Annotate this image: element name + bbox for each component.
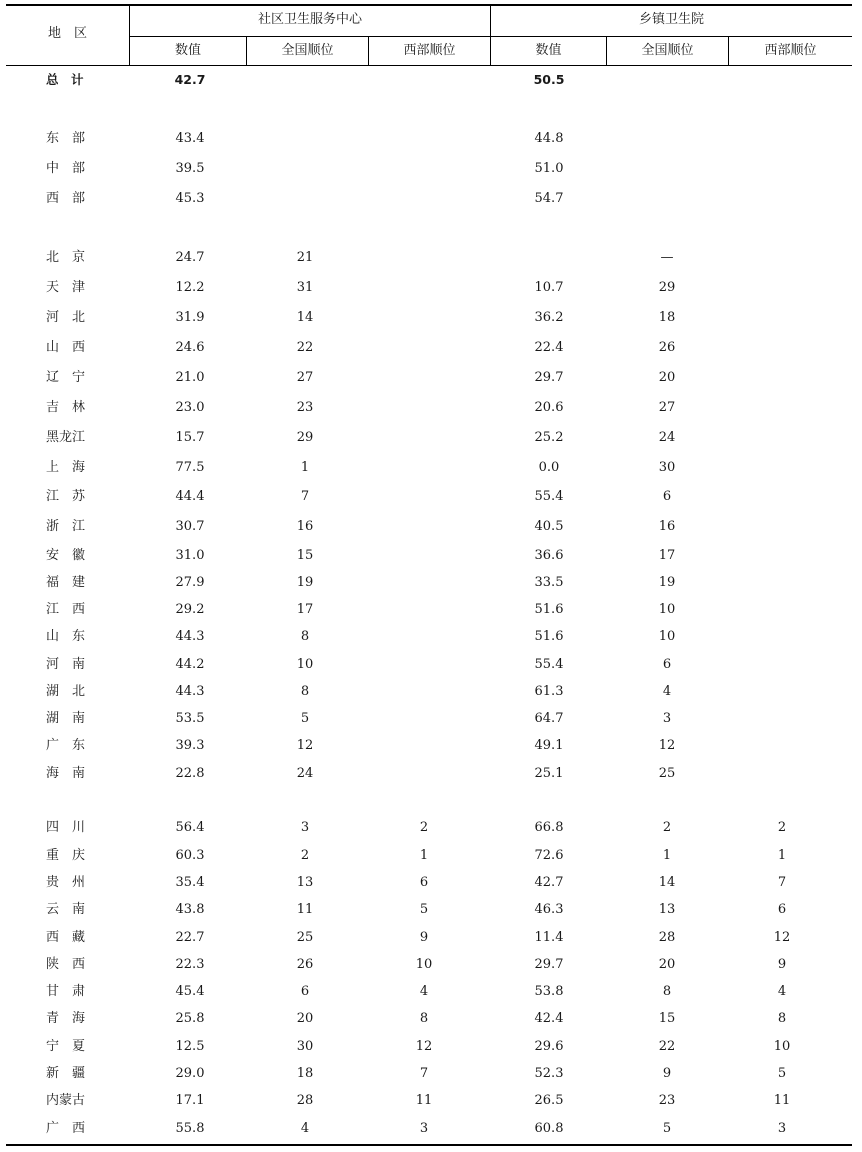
cell-region: 中 部 (46, 161, 86, 176)
cell-value: 49.1 (534, 738, 564, 753)
cell-western-rank: 9 (777, 957, 787, 972)
cell-value: 29.7 (534, 370, 564, 385)
cell-national-rank: 31 (296, 280, 314, 295)
cell-national-rank: 14 (296, 310, 314, 325)
cell-value: 50.5 (533, 72, 565, 87)
cell-western-rank (752, 709, 812, 729)
cell-region: 西 藏 (46, 930, 86, 945)
cell-western-rank (394, 428, 454, 448)
cell-national-rank: 8 (300, 684, 310, 699)
cell-western-rank (752, 682, 812, 702)
cell-national-rank: 10 (296, 657, 314, 672)
cell-national-rank: 12 (296, 738, 314, 753)
cell-western-rank (394, 709, 454, 729)
cell-value: 39.5 (175, 161, 205, 176)
cell-region: 山 西 (46, 340, 86, 355)
cell-national-rank: 8 (662, 984, 672, 999)
cell-value: 31.9 (175, 310, 205, 325)
cell-western-rank (752, 368, 812, 388)
cell-national-rank: 20 (296, 1011, 314, 1026)
header-region: 地 区 (47, 26, 87, 41)
cell-national-rank: 17 (658, 548, 676, 563)
cell-value: 23.0 (175, 400, 205, 415)
cell-national-rank (275, 189, 335, 209)
cell-western-rank (394, 159, 454, 179)
cell-western-rank: 2 (419, 820, 429, 835)
cell-national-rank: 5 (300, 711, 310, 726)
header-group-township: 乡镇卫生院 (638, 12, 704, 27)
cell-value: 45.3 (175, 191, 205, 206)
cell-western-rank: 4 (777, 984, 787, 999)
cell-national-rank: 3 (300, 820, 310, 835)
cell-value: 25.2 (534, 430, 564, 445)
cell-value: 29.6 (534, 1039, 564, 1054)
cell-national-rank: 26 (296, 957, 314, 972)
cell-national-rank: 15 (296, 548, 314, 563)
cell-western-rank (394, 458, 454, 478)
cell-national-rank: 19 (658, 575, 676, 590)
cell-value: 42.4 (534, 1011, 564, 1026)
cell-value: 29.7 (534, 957, 564, 972)
cell-value: 40.5 (534, 519, 564, 534)
cell-value: 77.5 (175, 460, 205, 475)
cell-region: 吉 林 (46, 400, 86, 415)
cell-western-rank: 10 (773, 1039, 791, 1054)
cell-western-rank (394, 487, 454, 507)
cell-western-rank (752, 573, 812, 593)
cell-value: 24.6 (175, 340, 205, 355)
cell-national-rank: 25 (296, 930, 314, 945)
cell-western-rank (394, 736, 454, 756)
cell-western-rank (752, 764, 812, 784)
cell-region: 新 疆 (46, 1066, 86, 1081)
cell-national-rank: 5 (662, 1121, 672, 1136)
cell-national-rank: 4 (300, 1121, 310, 1136)
cell-western-rank (394, 398, 454, 418)
cell-western-rank (752, 278, 812, 298)
cell-national-rank: 4 (662, 684, 672, 699)
cell-value: 55.4 (534, 489, 564, 504)
cell-national-rank: 6 (662, 657, 672, 672)
cell-national-rank: 10 (658, 629, 676, 644)
bottom-rule (6, 1144, 852, 1146)
cell-value: 53.5 (175, 711, 205, 726)
cell-national-rank: 16 (658, 519, 676, 534)
cell-value: 44.2 (175, 657, 205, 672)
cell-value: 22.7 (175, 930, 205, 945)
header-western-rank: 西部顺位 (764, 43, 817, 58)
cell-value: 35.4 (175, 875, 205, 890)
cell-western-rank (394, 129, 454, 149)
cell-western-rank (394, 338, 454, 358)
cell-value: 43.4 (175, 131, 205, 146)
cell-western-rank (394, 368, 454, 388)
cell-national-rank: 6 (662, 489, 672, 504)
cell-value: 44.8 (534, 131, 564, 146)
top-rule (6, 4, 852, 6)
cell-national-rank: 17 (296, 602, 314, 617)
cell-national-rank: 24 (658, 430, 676, 445)
cell-region: 青 海 (46, 1011, 86, 1026)
cell-value: 39.3 (175, 738, 205, 753)
cell-western-rank (752, 655, 812, 675)
cell-western-rank (752, 129, 812, 149)
cell-western-rank: 6 (777, 902, 787, 917)
cell-value: 17.1 (175, 1093, 205, 1108)
cell-national-rank: 28 (296, 1093, 314, 1108)
cell-value: 26.5 (534, 1093, 564, 1108)
cell-region: 湖 北 (46, 684, 86, 699)
cell-western-rank: 5 (419, 902, 429, 917)
header-group-community: 社区卫生服务中心 (257, 12, 362, 27)
cell-national-rank: 12 (658, 738, 676, 753)
cell-region: 东 部 (46, 131, 86, 146)
cell-value: 66.8 (534, 820, 564, 835)
cell-region: 上 海 (46, 460, 86, 475)
cell-region: 河 北 (46, 310, 86, 325)
cell-national-rank: 16 (296, 519, 314, 534)
header-value: 数值 (535, 43, 562, 58)
cell-value: 27.9 (175, 575, 205, 590)
cell-value: 31.0 (175, 548, 205, 563)
cell-value: 21.0 (175, 370, 205, 385)
cell-value: 36.6 (534, 548, 564, 563)
cell-western-rank (752, 546, 812, 566)
cell-national-rank: 6 (300, 984, 310, 999)
cell-western-rank: 7 (419, 1066, 429, 1081)
cell-value: 64.7 (534, 711, 564, 726)
cell-national-rank: 3 (662, 711, 672, 726)
cell-western-rank: 10 (415, 957, 433, 972)
cell-national-rank: 15 (658, 1011, 676, 1026)
cell-region: 重 庆 (46, 848, 86, 863)
cell-value: 29.0 (175, 1066, 205, 1081)
cell-western-rank (752, 487, 812, 507)
cell-western-rank: 11 (415, 1093, 433, 1108)
cell-national-rank: 28 (658, 930, 676, 945)
cell-western-rank (752, 189, 812, 209)
cell-national-rank (637, 189, 697, 209)
cell-value: 33.5 (534, 575, 564, 590)
cell-value: 56.4 (175, 820, 205, 835)
cell-western-rank (394, 682, 454, 702)
cell-western-rank (752, 248, 812, 268)
cell-national-rank: 29 (658, 280, 676, 295)
cell-western-rank (394, 308, 454, 328)
cell-value: 43.8 (175, 902, 205, 917)
cell-national-rank: 20 (658, 957, 676, 972)
cell-region: 浙 江 (46, 519, 86, 534)
cell-western-rank (752, 736, 812, 756)
cell-national-rank (637, 129, 697, 149)
cell-western-rank (394, 573, 454, 593)
cell-value: 46.3 (534, 902, 564, 917)
cell-national-rank: 23 (296, 400, 314, 415)
cell-western-rank: 1 (419, 848, 429, 863)
cell-national-rank: 22 (296, 340, 314, 355)
cell-western-rank: 1 (777, 848, 787, 863)
cell-national-rank: 30 (658, 460, 676, 475)
cell-western-rank (394, 600, 454, 620)
cell-western-rank (394, 627, 454, 647)
cell-western-rank: 9 (419, 930, 429, 945)
header-value: 数值 (174, 43, 201, 58)
cell-value: 15.7 (175, 430, 205, 445)
cell-value: 45.4 (175, 984, 205, 999)
cell-value: 29.2 (175, 602, 205, 617)
cell-western-rank: 8 (777, 1011, 787, 1026)
header-western-rank: 西部顺位 (403, 43, 456, 58)
cell-value: 0.0 (538, 460, 560, 475)
cell-western-rank: 6 (419, 875, 429, 890)
cell-western-rank: 7 (777, 875, 787, 890)
cell-value: 25.8 (175, 1011, 205, 1026)
cell-value: 61.3 (534, 684, 564, 699)
cell-region: 江 苏 (46, 489, 86, 504)
cell-national-rank: 1 (662, 848, 672, 863)
cell-western-rank (394, 655, 454, 675)
cell-western-rank (394, 189, 454, 209)
cell-region: 宁 夏 (46, 1039, 86, 1054)
cell-national-rank: 20 (658, 370, 676, 385)
cell-value: 22.4 (534, 340, 564, 355)
cell-national-rank: — (660, 250, 674, 265)
cell-value: 51.0 (534, 161, 564, 176)
cell-value: 51.6 (534, 602, 564, 617)
cell-value: 42.7 (534, 875, 564, 890)
cell-region: 福 建 (46, 575, 86, 590)
cell-western-rank (752, 70, 812, 90)
cell-national-rank: 30 (296, 1039, 314, 1054)
cell-western-rank (752, 627, 812, 647)
cell-value (519, 248, 579, 268)
cell-national-rank: 29 (296, 430, 314, 445)
cell-national-rank: 13 (296, 875, 314, 890)
cell-region: 江 西 (46, 602, 86, 617)
cell-national-rank: 21 (296, 250, 314, 265)
cell-value: 55.4 (534, 657, 564, 672)
cell-value: 30.7 (175, 519, 205, 534)
cell-region: 北 京 (46, 250, 86, 265)
cell-national-rank (275, 70, 335, 90)
cell-national-rank: 10 (658, 602, 676, 617)
cell-region: 海 南 (46, 766, 86, 781)
cell-national-rank: 2 (662, 820, 672, 835)
cell-value: 52.3 (534, 1066, 564, 1081)
cell-national-rank: 25 (658, 766, 676, 781)
cell-national-rank: 13 (658, 902, 676, 917)
cell-value: 10.7 (534, 280, 564, 295)
cell-value: 51.6 (534, 629, 564, 644)
cell-value: 55.8 (175, 1121, 205, 1136)
cell-western-rank (752, 600, 812, 620)
cell-western-rank (394, 70, 454, 90)
cell-western-rank: 12 (415, 1039, 433, 1054)
cell-western-rank (394, 764, 454, 784)
cell-value: 11.4 (534, 930, 564, 945)
cell-western-rank: 3 (419, 1121, 429, 1136)
cell-value: 54.7 (534, 191, 564, 206)
cell-western-rank (394, 278, 454, 298)
cell-value: 22.3 (175, 957, 205, 972)
cell-national-rank: 7 (300, 489, 310, 504)
cell-region: 广 西 (46, 1121, 86, 1136)
cell-national-rank: 18 (658, 310, 676, 325)
cell-western-rank (394, 517, 454, 537)
cell-region: 陕 西 (46, 957, 86, 972)
cell-value: 53.8 (534, 984, 564, 999)
cell-national-rank (637, 159, 697, 179)
cell-region: 河 南 (46, 657, 86, 672)
cell-region: 甘 肃 (46, 984, 86, 999)
cell-region: 广 东 (46, 738, 86, 753)
cell-value: 60.8 (534, 1121, 564, 1136)
cell-value: 20.6 (534, 400, 564, 415)
cell-region: 总 计 (46, 72, 84, 87)
cell-western-rank (752, 517, 812, 537)
cell-value: 12.2 (175, 280, 205, 295)
cell-value: 36.2 (534, 310, 564, 325)
header-national-rank: 全国顺位 (641, 43, 694, 58)
cell-western-rank (752, 458, 812, 478)
cell-western-rank: 4 (419, 984, 429, 999)
cell-national-rank: 9 (662, 1066, 672, 1081)
cell-region: 西 部 (46, 191, 86, 206)
cell-region: 山 东 (46, 629, 86, 644)
cell-value: 22.8 (175, 766, 205, 781)
cell-national-rank: 8 (300, 629, 310, 644)
cell-national-rank: 23 (658, 1093, 676, 1108)
cell-national-rank: 26 (658, 340, 676, 355)
cell-national-rank (275, 129, 335, 149)
cell-value: 42.7 (174, 72, 206, 87)
cell-value: 44.4 (175, 489, 205, 504)
cell-value: 12.5 (175, 1039, 205, 1054)
cell-western-rank: 12 (773, 930, 791, 945)
cell-value: 72.6 (534, 848, 564, 863)
cell-national-rank: 2 (300, 848, 310, 863)
cell-national-rank: 24 (296, 766, 314, 781)
cell-western-rank (752, 308, 812, 328)
cell-national-rank: 19 (296, 575, 314, 590)
cell-western-rank: 11 (773, 1093, 791, 1108)
cell-value: 44.3 (175, 629, 205, 644)
cell-national-rank (275, 159, 335, 179)
cell-western-rank: 3 (777, 1121, 787, 1136)
cell-western-rank (394, 248, 454, 268)
cell-national-rank: 27 (296, 370, 314, 385)
cell-national-rank: 11 (296, 902, 314, 917)
cell-national-rank: 22 (658, 1039, 676, 1054)
cell-region: 贵 州 (46, 875, 86, 890)
cell-region: 云 南 (46, 902, 86, 917)
cell-national-rank: 27 (658, 400, 676, 415)
cell-western-rank (394, 546, 454, 566)
cell-value: 44.3 (175, 684, 205, 699)
cell-western-rank (752, 428, 812, 448)
cell-region: 辽 宁 (46, 370, 86, 385)
cell-value: 60.3 (175, 848, 205, 863)
cell-region: 安 徽 (46, 548, 86, 563)
cell-western-rank: 5 (777, 1066, 787, 1081)
cell-national-rank (637, 70, 697, 90)
cell-western-rank (752, 398, 812, 418)
cell-region: 湖 南 (46, 711, 86, 726)
header-bottom-rule (6, 65, 852, 66)
cell-value: 24.7 (175, 250, 205, 265)
cell-western-rank (752, 338, 812, 358)
cell-national-rank: 18 (296, 1066, 314, 1081)
cell-value: 25.1 (534, 766, 564, 781)
cell-national-rank: 1 (300, 460, 310, 475)
cell-western-rank: 8 (419, 1011, 429, 1026)
cell-western-rank (752, 159, 812, 179)
cell-western-rank: 2 (777, 820, 787, 835)
cell-region: 四 川 (46, 820, 86, 835)
cell-region: 天 津 (46, 280, 86, 295)
cell-region: 内蒙古 (46, 1093, 86, 1108)
header-national-rank: 全国顺位 (281, 43, 334, 58)
cell-region: 黑龙江 (46, 430, 86, 445)
cell-national-rank: 14 (658, 875, 676, 890)
